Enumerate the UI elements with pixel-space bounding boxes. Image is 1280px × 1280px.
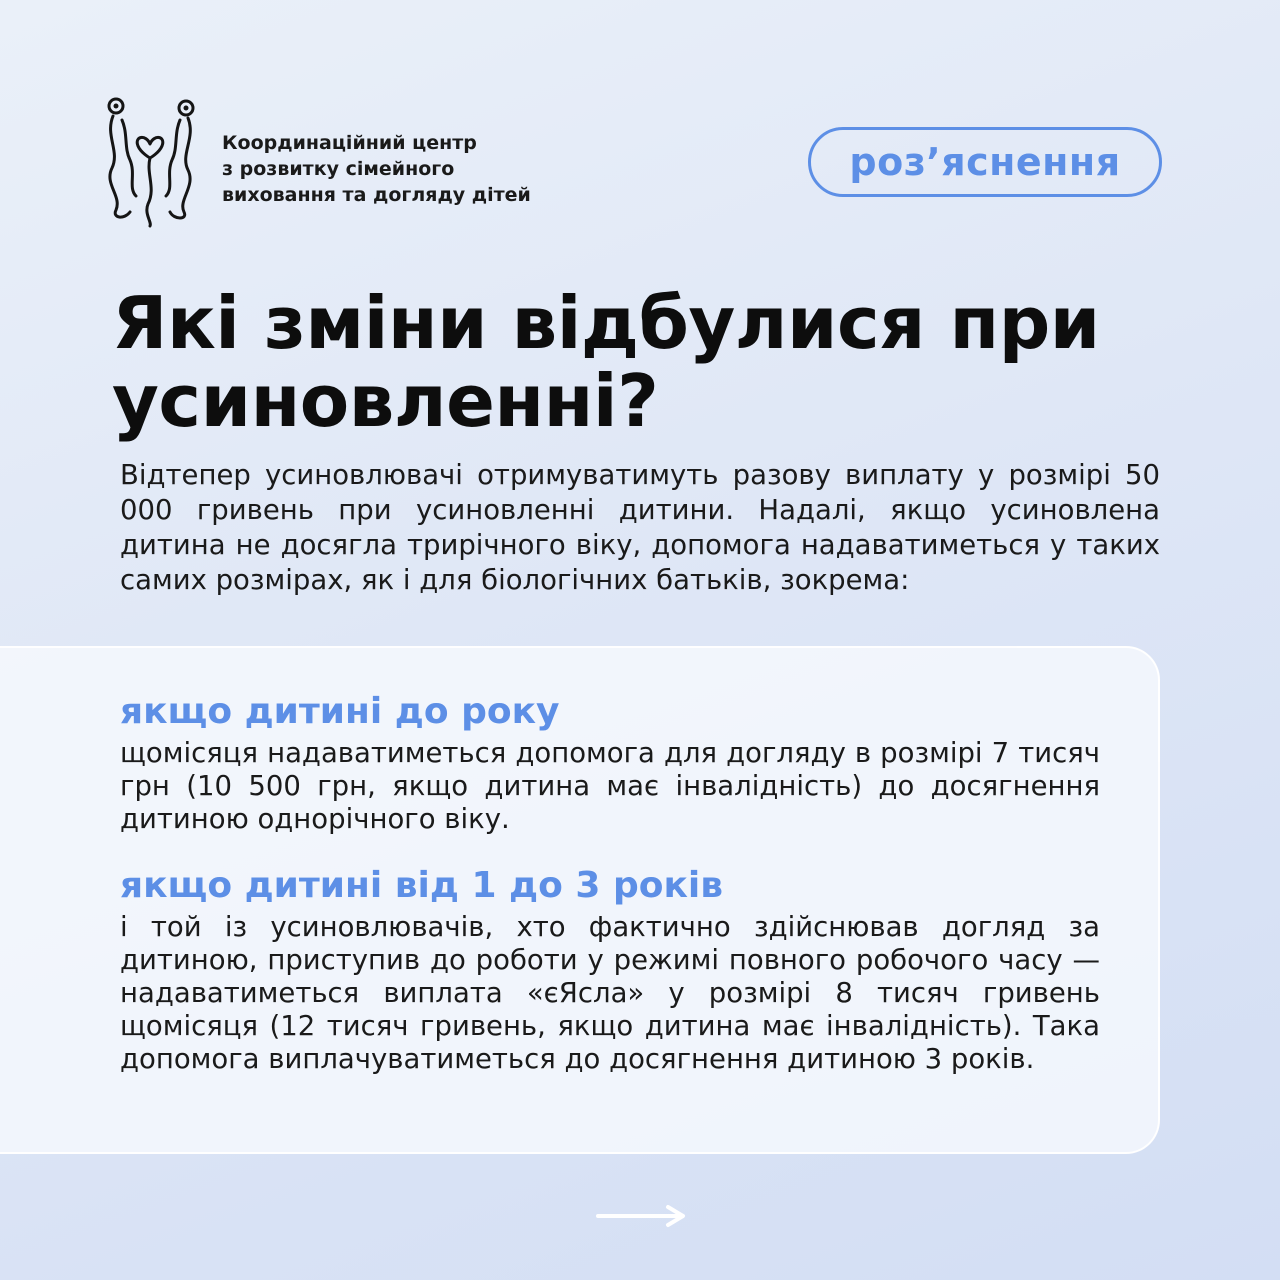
organization-name: [222, 130, 531, 208]
section-body-one-to-three-years: і той із усиновлювачів, хто фактично здійснював догляд за дитиною, приступив до роботи у режимі повного робочого часу — надаватиметься виплата «єЯсла» у розмірі 8 тисяч гривень щомісяця (12 тисяч гривень, якщо дитина має інвалідність). Така допомога виплачуватиметься до досягнення дитиною 3 років.: [120, 911, 1100, 1075]
intro-paragraph: Відтепер усиновлювачі отримуватимуть разову виплату у розмірі 50 000 гривень при усиновленні дитини. Надалі, якщо усиновлена дитина не досягла трирічного віку, допомога надаватиметься у таких самих розмірах, як і для біологічних батьків, зокрема:: [120, 459, 1160, 596]
category-tag: роз’яснення: [808, 127, 1162, 197]
organization-name-line-3: виховання та догляду дітей: [222, 184, 531, 206]
arrow-right-icon[interactable]: [594, 1203, 688, 1229]
page-title: [112, 281, 1182, 443]
page-title-line-2: усиновленні?: [112, 359, 659, 443]
organization-logo-icon: [100, 96, 200, 228]
section-body-under-one-year: щомісяця надаватиметься допомога для догляду в розмірі 7 тисяч грн (10 500 грн, якщо дитина має інвалідність) до досягнення дитиною однорічного віку.: [120, 737, 1100, 835]
section-title-under-one-year: якщо дитині до року: [120, 691, 560, 732]
section-title-one-to-three-years: якщо дитині від 1 до 3 років: [120, 865, 724, 906]
organization-name-line-2: з розвитку сімейного: [222, 158, 455, 180]
page-title-line-1: Які зміни відбулися при: [112, 281, 1100, 365]
organization-name-line-1: Координаційний центр: [222, 132, 477, 154]
